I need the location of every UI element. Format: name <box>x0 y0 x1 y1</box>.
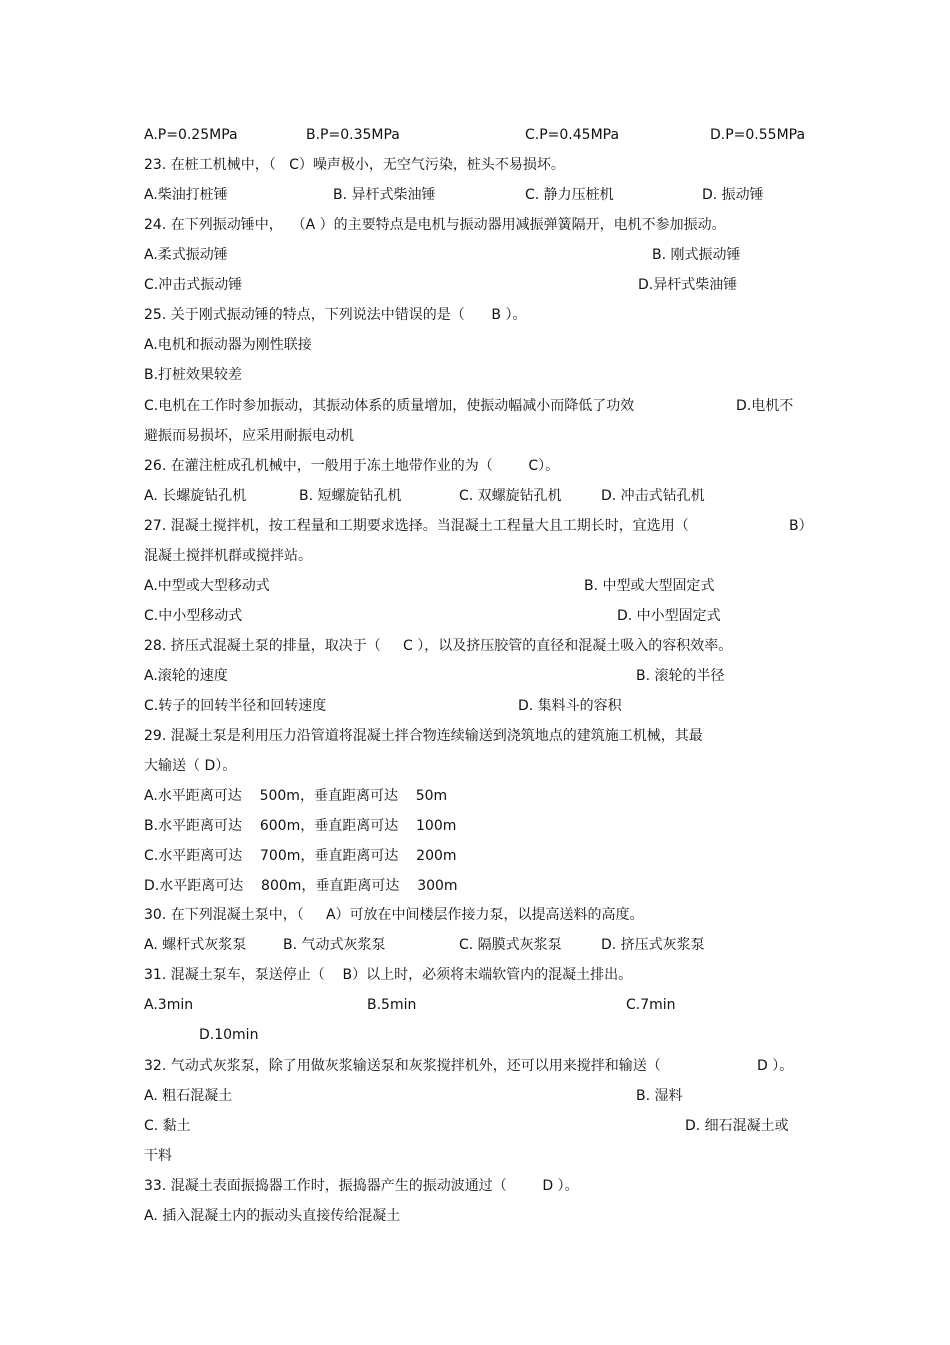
q25-option-a: A.电机和振动器为刚性联接 <box>144 337 312 353</box>
q26-option-b: B. 短螺旋钻孔机 <box>299 488 402 504</box>
q28-option-b: B. 滚轮的半径 <box>636 668 725 684</box>
q23-stem: 23. 在桩工机械中，（ C）噪声极小，无空气污染，桩头不易损坏。 <box>144 157 565 173</box>
q26-option-c: C. 双螺旋钻孔机 <box>459 488 562 504</box>
q27-option-a: A.中型或大型移动式 <box>144 578 270 594</box>
q25-option-b: B.打桩效果较差 <box>144 367 243 383</box>
q30-option-b: B. 气动式灰浆泵 <box>283 937 386 953</box>
q25-option-d-continued: 避振而易损坏，应采用耐振电动机 <box>144 428 354 444</box>
q27-answer: B） <box>789 518 813 534</box>
q27-stem: 27. 混凝土搅拌机，按工程量和工期要求选择。当混凝土工程量大且工期长时，宜选用（ <box>144 518 689 534</box>
q22-option-c: C.P=0.45MPa <box>525 127 620 143</box>
q26-option-a: A. 长螺旋钻孔机 <box>144 488 247 504</box>
q23-option-b: B. 异杆式柴油锤 <box>333 187 436 203</box>
q24-option-a: A.柔式振动锤 <box>144 247 228 263</box>
q24-stem: 24. 在下列振动锤中， （A ）的主要特点是电机与振动器用减振弹簧隔开，电机不参加振动。 <box>144 217 726 233</box>
q28-stem: 28. 挤压式混凝土泵的排量，取决于（ C ），以及挤压胶管的直径和混凝土吸入的容积效率。 <box>144 638 733 654</box>
q24-option-b: B. 刚式振动锤 <box>652 247 741 263</box>
q32-option-c: C. 黏土 <box>144 1118 191 1134</box>
q24-option-c: C.冲击式振动锤 <box>144 277 243 293</box>
q30-option-a: A. 螺杆式灰浆泵 <box>144 937 247 953</box>
q32-option-b: B. 湿料 <box>636 1088 683 1104</box>
q22-option-a: A.P=0.25MPa <box>144 127 238 143</box>
q24-option-d: D.异杆式柴油锤 <box>638 277 738 293</box>
q32-answer: D ）。 <box>757 1058 794 1074</box>
q30-option-c: C. 隔膜式灰浆泵 <box>459 937 562 953</box>
q26-option-d: D. 冲击式钻孔机 <box>601 488 705 504</box>
q26-stem: 26. 在灌注桩成孔机械中，一般用于冻土地带作业的为（ C）。 <box>144 458 560 474</box>
q28-option-a: A.滚轮的速度 <box>144 668 228 684</box>
q29-option-a: A.水平距离可达 500m，垂直距离可达 50m <box>144 788 448 804</box>
q30-option-d: D. 挤压式灰浆泵 <box>601 937 705 953</box>
q31-stem: 31. 混凝土泵车，泵送停止（ B）以上时，必须将末端软管内的混凝土排出。 <box>144 967 633 983</box>
q22-option-d: D.P=0.55MPa <box>710 127 806 143</box>
q29-option-b: B.水平距离可达 600m，垂直距离可达 100m <box>144 818 457 834</box>
q27-option-d: D. 中小型固定式 <box>617 608 721 624</box>
q31-option-c: C.7min <box>626 997 676 1013</box>
q29-option-c: C.水平距离可达 700m，垂直距离可达 200m <box>144 848 457 864</box>
q22-option-b: B.P=0.35MPa <box>306 127 400 143</box>
q29-option-d: D.水平距离可达 800m，垂直距离可达 300m <box>144 878 458 894</box>
q27-stem-continued: 混凝土搅拌机群或搅拌站。 <box>144 548 312 564</box>
q33-stem: 33. 混凝土表面振捣器工作时，振捣器产生的振动波通过（ D ）。 <box>144 1178 579 1194</box>
q23-option-c: C. 静力压桩机 <box>525 187 614 203</box>
q27-option-c: C.中小型移动式 <box>144 608 243 624</box>
q29-stem-continued: 大输送（ D）。 <box>144 758 237 774</box>
q31-option-a: A.3min <box>144 997 194 1013</box>
q23-option-d: D. 振动锤 <box>702 187 764 203</box>
q32-stem: 32. 气动式灰浆泵，除了用做灰浆输送泵和灰浆搅拌机外，还可以用来搅拌和输送（ <box>144 1058 661 1074</box>
q25-stem: 25. 关于刚式振动锤的特点，下列说法中错误的是（ B ）。 <box>144 307 527 323</box>
q31-option-b: B.5min <box>367 997 417 1013</box>
q30-stem: 30. 在下列混凝土泵中，（ A）可放在中间楼层作接力泵，以提高送料的高度。 <box>144 907 644 923</box>
q28-option-c: C.转子的回转半径和回转速度 <box>144 698 327 714</box>
q31-option-d: D.10min <box>199 1027 259 1043</box>
q28-option-d: D. 集料斗的容积 <box>518 698 622 714</box>
q33-option-a: A. 插入混凝土内的振动头直接传给混凝土 <box>144 1208 401 1224</box>
q32-option-d-continued: 干料 <box>144 1148 172 1164</box>
q23-option-a: A.柴油打桩锤 <box>144 187 228 203</box>
q32-option-a: A. 粗石混凝土 <box>144 1088 233 1104</box>
q32-option-d: D. 细石混凝土或 <box>685 1118 789 1134</box>
q27-option-b: B. 中型或大型固定式 <box>584 578 715 594</box>
q25-option-c: C.电机在工作时参加振动，其振动体系的质量增加，使振动幅减小而降低了功效 <box>144 398 635 414</box>
q25-option-d: D.电机不 <box>736 398 794 414</box>
q29-stem: 29. 混凝土泵是利用压力沿管道将混凝土拌合物连续输送到浇筑地点的建筑施工机械，其最 <box>144 728 703 744</box>
